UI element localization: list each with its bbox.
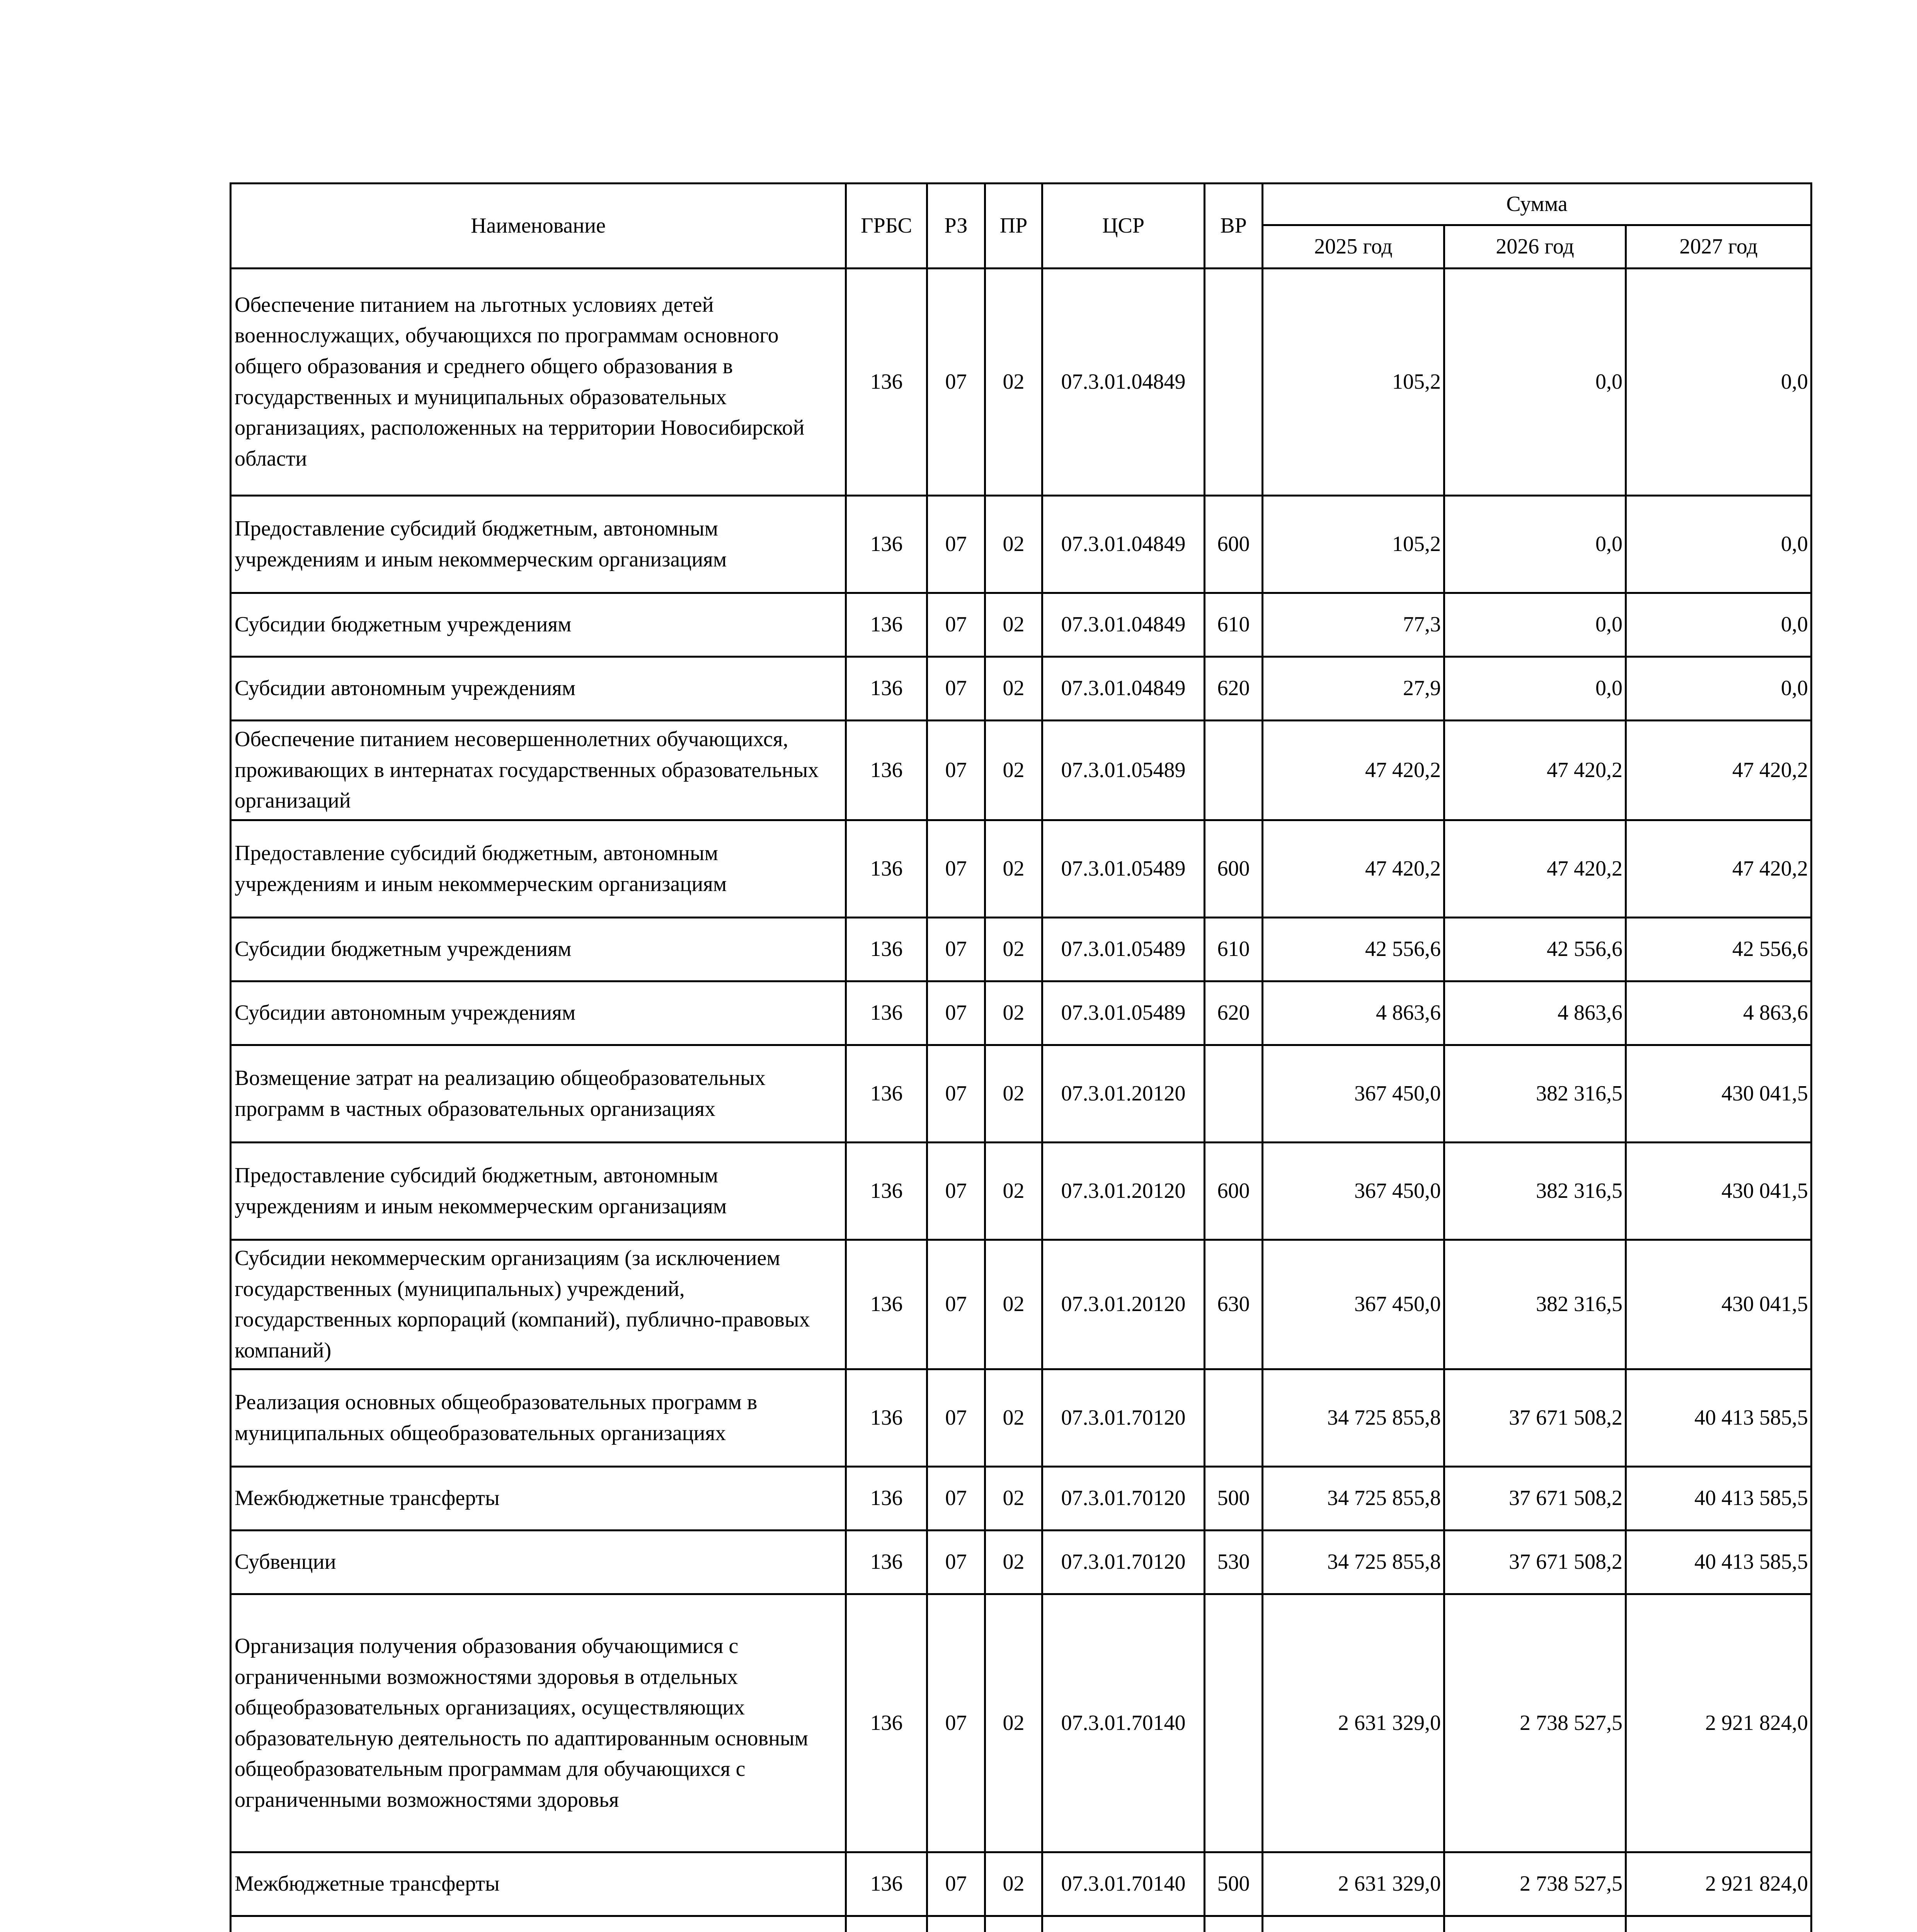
cell-sum-2025: 77,3 [1263,593,1444,657]
cell-csr [1042,1916,1205,1932]
cell-sum-2025: 367 450,0 [1263,1240,1444,1369]
cell-pr: 02 [985,1531,1042,1594]
table-row [231,1852,1811,1916]
cell-vr: 610 [1205,918,1263,981]
cell-grbs: 136 [846,1369,927,1467]
cell-sum-2027: 0,0 [1626,269,1811,496]
cell-sum-2026: 382 316,5 [1444,1045,1626,1143]
cell-grbs: 136 [846,721,927,820]
cell-sum-2027: 430 041,5 [1626,1240,1811,1369]
cell-sum-2026: 37 671 508,2 [1444,1531,1626,1594]
cell-sum-2027: 40 413 585,5 [1626,1531,1811,1594]
cell-sum-2025: 42 556,6 [1263,918,1444,981]
cell-vr: 630 [1205,1240,1263,1369]
cell-sum-2025: 367 450,0 [1263,1045,1444,1143]
cell-grbs: 136 [846,918,927,981]
cell-sum-2027: 40 413 585,5 [1626,1467,1811,1531]
cell-sum-2026: 0,0 [1444,496,1626,593]
cell-rz: 07 [927,721,985,820]
cell-name: Реализация основных общеобразовательных программ в муниципальных общеобразовательных организациях [231,1369,846,1467]
cell-rz: 07 [927,1143,985,1240]
cell-sum-2027: 47 420,2 [1626,820,1811,918]
cell-name: Субсидии автономным учреждениям [231,981,846,1045]
cell-grbs: 136 [846,981,927,1045]
cell-vr: 500 [1205,1467,1263,1531]
cell-vr [1205,721,1263,820]
cell-grbs: 136 [846,269,927,496]
cell-csr: 07.3.01.05489 [1042,721,1205,820]
cell-csr: 07.3.01.04849 [1042,657,1205,721]
cell-vr [1205,1045,1263,1143]
header-year-2025: 2025 год [1263,225,1444,269]
cell-sum-2025: 367 450,0 [1263,1143,1444,1240]
cell-csr: 07.3.01.04849 [1042,593,1205,657]
cell-pr: 02 [985,721,1042,820]
header-year-2026: 2026 год [1444,225,1626,269]
cell-vr: 600 [1205,820,1263,918]
cell-sum-2027: 0,0 [1626,657,1811,721]
cell-sum-2027: 47 420,2 [1626,721,1811,820]
cell-sum-2026: 382 316,5 [1444,1143,1626,1240]
cell-sum-2025: 27,9 [1263,657,1444,721]
table-row [231,269,1811,496]
cell-sum-2026: 2 738 527,5 [1444,1594,1626,1852]
cell-sum-2027: 430 041,5 [1626,1045,1811,1143]
table-header [231,184,1811,269]
cell-rz: 07 [927,1852,985,1916]
table-row [231,1045,1811,1143]
table-row [231,1467,1811,1531]
cell-sum-2025: 2 631 329,0 [1263,1852,1444,1916]
cell-sum-2025: 2 631 329,0 [1263,1594,1444,1852]
cell-rz: 07 [927,657,985,721]
cell-sum-2027: 40 413 585,5 [1626,1369,1811,1467]
cell-sum-2026: 37 671 508,2 [1444,1467,1626,1531]
cell-sum-2025: 47 420,2 [1263,721,1444,820]
cell-rz: 07 [927,1369,985,1467]
cell-sum-2027: 42 556,6 [1626,918,1811,981]
header-year-2027: 2027 год [1626,225,1811,269]
cell-rz: 07 [927,1594,985,1852]
cell-csr: 07.3.01.70140 [1042,1852,1205,1916]
cell-sum-2026 [1444,1916,1626,1932]
cell-vr: 610 [1205,593,1263,657]
cell-sum-2025: 105,2 [1263,496,1444,593]
header-vr: ВР [1205,184,1263,269]
cell-vr: 600 [1205,1143,1263,1240]
cell-sum-2026: 0,0 [1444,657,1626,721]
cell-vr [1205,1369,1263,1467]
cell-name: Предоставление субсидий бюджетным, автономным учреждениям и иным некоммерческим организациям [231,496,846,593]
cell-csr: 07.3.01.05489 [1042,918,1205,981]
cell-csr: 07.3.01.70140 [1042,1594,1205,1852]
cell-rz: 07 [927,918,985,981]
cell-name: Организация получения образования обучающимися с ограниченными возможностями здоровья в отдельных общеобразовательных организациях, осуществляющих образовательную деятельность по адаптированным основным общеобразовательным программам для обучающихся с ограниченными возможностями здоровья [231,1594,846,1852]
cell-sum-2027: 2 921 824,0 [1626,1852,1811,1916]
cell-sum-2027: 430 041,5 [1626,1143,1811,1240]
cell-csr: 07.3.01.70120 [1042,1467,1205,1531]
cell-csr: 07.3.01.20120 [1042,1240,1205,1369]
cell-rz: 07 [927,1467,985,1531]
table-row [231,1531,1811,1594]
cell-pr: 02 [985,1143,1042,1240]
cell-grbs: 136 [846,657,927,721]
cell-pr: 02 [985,1594,1042,1852]
cell-sum-2026: 47 420,2 [1444,721,1626,820]
cell-sum-2026: 2 738 527,5 [1444,1852,1626,1916]
cell-sum-2025 [1263,1916,1444,1932]
cell-pr: 02 [985,981,1042,1045]
cell-sum-2026: 37 671 508,2 [1444,1369,1626,1467]
cell-rz [927,1916,985,1932]
cell-rz: 07 [927,981,985,1045]
cell-name: Субсидии автономным учреждениям [231,657,846,721]
table-row [231,721,1811,820]
cell-pr: 02 [985,593,1042,657]
header-pr: ПР [985,184,1042,269]
cell-vr: 620 [1205,657,1263,721]
cell-sum-2025: 4 863,6 [1263,981,1444,1045]
cell-csr: 07.3.01.70120 [1042,1531,1205,1594]
cell-sum-2027: 4 863,6 [1626,981,1811,1045]
cell-pr: 02 [985,820,1042,918]
table-row [231,496,1811,593]
cell-pr: 02 [985,1852,1042,1916]
header-sum: Сумма [1263,184,1811,225]
cell-name: Субвенции [231,1531,846,1594]
cell-vr [1205,1594,1263,1852]
cell-csr: 07.3.01.70120 [1042,1369,1205,1467]
cell-name: Субсидии бюджетным учреждениям [231,593,846,657]
table-body [231,269,1811,1932]
cell-sum-2027: 2 921 824,0 [1626,1594,1811,1852]
cell-name: Обеспечение питанием на льготных условиях детей военнослужащих, обучающихся по программам основного общего образования и среднего общего образования в государственных и муниципальных образовательных организациях, расположенных на территории Новосибирской области [231,269,846,496]
cell-rz: 07 [927,820,985,918]
cell-grbs: 136 [846,820,927,918]
cell-rz: 07 [927,1240,985,1369]
cell-sum-2027: 0,0 [1626,496,1811,593]
cell-pr: 02 [985,1369,1042,1467]
cell-sum-2025: 34 725 855,8 [1263,1467,1444,1531]
cell-vr [1205,269,1263,496]
cell-csr: 07.3.01.20120 [1042,1045,1205,1143]
cell-csr: 07.3.01.04849 [1042,269,1205,496]
cell-vr: 530 [1205,1531,1263,1594]
cell-rz: 07 [927,1531,985,1594]
cell-vr: 620 [1205,981,1263,1045]
cell-vr: 600 [1205,496,1263,593]
cell-pr: 02 [985,1467,1042,1531]
budget-table [230,182,1812,1932]
cell-grbs: 136 [846,1531,927,1594]
table-row [231,593,1811,657]
table-row [231,1240,1811,1369]
cell-vr: 500 [1205,1852,1263,1916]
table-row [231,657,1811,721]
cell-sum-2025: 105,2 [1263,269,1444,496]
cell-grbs: 136 [846,496,927,593]
table-row [231,1594,1811,1852]
cell-rz: 07 [927,269,985,496]
cell-sum-2025: 34 725 855,8 [1263,1531,1444,1594]
cell-sum-2027 [1626,1916,1811,1932]
cell-rz: 07 [927,496,985,593]
cell-name: Субсидии некоммерческим организациям (за исключением государственных (муниципальных) учреждений, государственных корпораций (компаний), публично-правовых компаний) [231,1240,846,1369]
cell-csr: 07.3.01.04849 [1042,496,1205,593]
cell-csr: 07.3.01.20120 [1042,1143,1205,1240]
cell-pr: 02 [985,657,1042,721]
cell-name: Межбюджетные трансферты [231,1852,846,1916]
header-grbs: ГРБС [846,184,927,269]
table-row [231,918,1811,981]
cell-sum-2026: 47 420,2 [1444,820,1626,918]
header-rz: РЗ [927,184,985,269]
header-csr: ЦСР [1042,184,1205,269]
cell-sum-2026: 0,0 [1444,269,1626,496]
table-row [231,1916,1811,1932]
cell-grbs: 136 [846,593,927,657]
cell-name: Предоставление субсидий бюджетным, автономным учреждениям и иным некоммерческим организациям [231,820,846,918]
cell-sum-2026: 382 316,5 [1444,1240,1626,1369]
cell-grbs: 136 [846,1594,927,1852]
cell-pr: 02 [985,269,1042,496]
cell-pr: 02 [985,496,1042,593]
cell-grbs: 136 [846,1852,927,1916]
cell-rz: 07 [927,593,985,657]
cell-name: Возмещение затрат на реализацию общеобразовательных программ в частных образовательных организациях [231,1045,846,1143]
cell-name: Межбюджетные трансферты [231,1467,846,1531]
cell-pr: 02 [985,918,1042,981]
cell-pr: 02 [985,1240,1042,1369]
table-row [231,981,1811,1045]
cell-grbs [846,1916,927,1932]
table-row [231,1143,1811,1240]
cell-grbs: 136 [846,1045,927,1143]
cell-name: Предоставление субсидий бюджетным, автономным учреждениям и иным некоммерческим организациям [231,1143,846,1240]
cell-name: Субсидии бюджетным учреждениям [231,918,846,981]
cell-name [231,1916,846,1932]
cell-csr: 07.3.01.05489 [1042,981,1205,1045]
cell-sum-2025: 47 420,2 [1263,820,1444,918]
cell-grbs: 136 [846,1240,927,1369]
cell-sum-2027: 0,0 [1626,593,1811,657]
cell-sum-2026: 42 556,6 [1444,918,1626,981]
cell-sum-2026: 0,0 [1444,593,1626,657]
table-row [231,820,1811,918]
cell-rz: 07 [927,1045,985,1143]
header-name: Наименование [231,184,846,269]
cell-csr: 07.3.01.05489 [1042,820,1205,918]
cell-pr [985,1916,1042,1932]
cell-grbs: 136 [846,1467,927,1531]
cell-name: Обеспечение питанием несовершеннолетних обучающихся, проживающих в интернатах государственных образовательных организаций [231,721,846,820]
cell-grbs: 136 [846,1143,927,1240]
cell-vr [1205,1916,1263,1932]
cell-sum-2026: 4 863,6 [1444,981,1626,1045]
cell-sum-2025: 34 725 855,8 [1263,1369,1444,1467]
cell-pr: 02 [985,1045,1042,1143]
table-row [231,1369,1811,1467]
